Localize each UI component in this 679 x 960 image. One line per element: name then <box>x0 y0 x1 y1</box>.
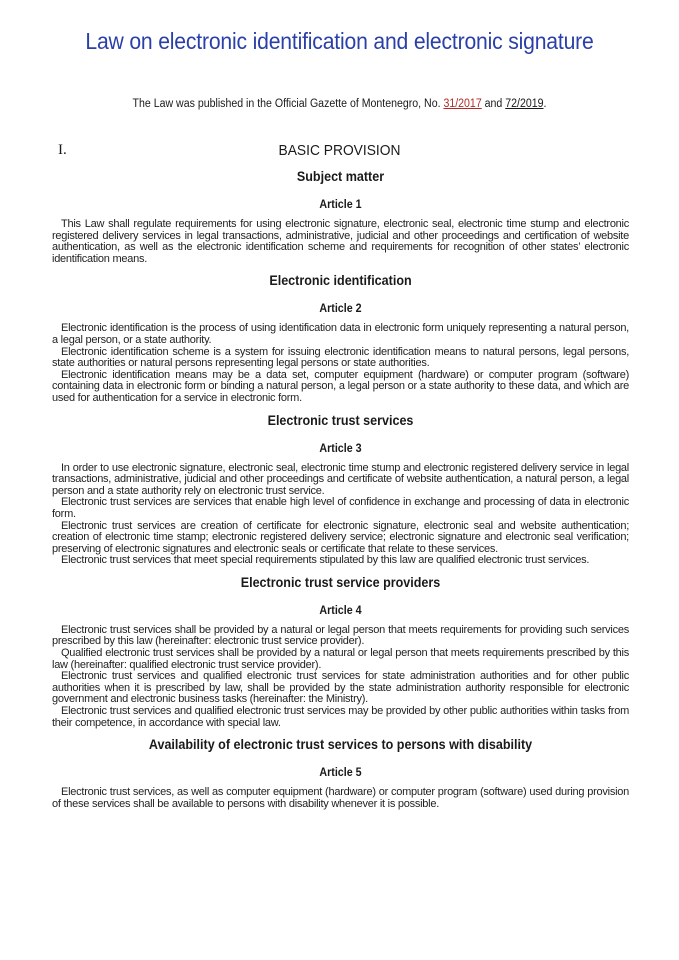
article-paragraph: Electronic identification means may be a data set, computer equipment (hardware) or computer program (software) containing data in electronic form or binding a natural person, a legal person or a state authority to these data, and which are used for authentication for a service in electronic form. <box>52 368 629 404</box>
section-availability-disability <box>52 736 629 810</box>
article-paragraph: Electronic identification scheme is a system for issuing electronic identification means to natural persons, legal persons, state authorities or natural persons representing legal persons or state authorities. <box>52 345 629 370</box>
section-heading: Electronic identification <box>269 273 412 289</box>
article-heading: Article 5 <box>319 767 362 780</box>
article-paragraph: Electronic trust services are services that enable high level of confidence in exchange and processing of data in electronic form. <box>52 496 629 520</box>
section-heading: Availability of electronic trust services to persons with disability <box>148 737 533 753</box>
section-subject-matter <box>52 168 629 265</box>
document-body <box>52 168 629 813</box>
gazette-link-2017[interactable]: 31/2017 <box>443 98 482 110</box>
section-heading: Electronic trust service providers <box>240 574 441 590</box>
article-paragraph: Electronic trust services are creation of certificate for electronic signature, electronic seal and website authentication; creation of electronic time stamp; electronic registered delivery service; electronic signature and electronic seal verification; preserving of electronic signatures and electronic seals or certificate that relate to these services. <box>52 519 629 555</box>
article-heading: Article 1 <box>319 199 362 211</box>
gazette-link-2019[interactable]: 72/2019 <box>505 98 544 110</box>
article-paragraph: Qualified electronic trust services shall be provided by a natural or legal person that meets requirements prescribed by this law (hereinafter: qualified electronic trust service provider). <box>52 647 629 671</box>
part-title: BASIC PROVISION <box>278 142 401 159</box>
article-heading: Article 2 <box>319 303 362 316</box>
part-number: I. <box>58 142 67 158</box>
document-title: Law on electronic identification and electronic signature <box>85 28 594 54</box>
article-heading: Article 4 <box>319 604 362 617</box>
publication-suffix: . <box>543 98 547 110</box>
article-paragraph: Electronic identification is the process of using identification data in electronic form uniquely representing a natural person, a legal person, or a state authority. <box>52 322 629 346</box>
article-paragraph: Electronic trust services shall be provided by a natural or legal person that meets requirements for providing such services prescribed by this law (hereinafter: electronic trust service provider). <box>52 623 629 648</box>
article-paragraph: Electronic trust services and qualified electronic trust services for state administration authorities and for other public authorities when it is prescribed by law, shall be provided by the state administration authority responsible for electronic government and electronic business tasks (hereinafter: the Ministry). <box>52 670 629 706</box>
publication-note <box>27 98 652 110</box>
article-paragraph: Electronic trust services that meet special requirements stipulated by this law are qualified electronic trust services. <box>61 554 590 567</box>
article-paragraph: This Law shall regulate requirements for using electronic signature, electronic seal, electronic time stump and electronic registered delivery services in legal transactions, administrative, judicial and other proceedings and certification of website authentication, as well as the electronic identification scheme and requirements for recognition of other states’ electronic identification means. <box>52 218 629 265</box>
publication-prefix: The Law was published in the Official Gazette of Montenegro, No. <box>132 98 444 110</box>
article-heading: Article 3 <box>319 442 362 455</box>
article-paragraph: Electronic trust services and qualified electronic trust services may be provided by other public authorities within tasks from their competence, in accordance with special law. <box>52 705 629 729</box>
section-heading: Subject matter <box>296 169 385 184</box>
section-electronic-identification <box>52 272 629 404</box>
article-paragraph: Electronic trust services, as well as computer equipment (hardware) or computer program (software) used during provision of these services shall be available to persons with disability whenever it is possible. <box>52 786 629 810</box>
section-electronic-trust-services <box>52 412 629 567</box>
article-paragraph: In order to use electronic signature, electronic seal, electronic time stump and electronic registered delivery service in legal transactions, administrative, judicial and other proceedings and certificate of website authentication, a natural person, a legal person and a state authority rely on electronic trust service. <box>52 461 629 497</box>
section-trust-service-providers <box>52 574 629 729</box>
section-heading: Electronic trust services <box>267 412 414 428</box>
publication-middle: and <box>481 98 506 110</box>
